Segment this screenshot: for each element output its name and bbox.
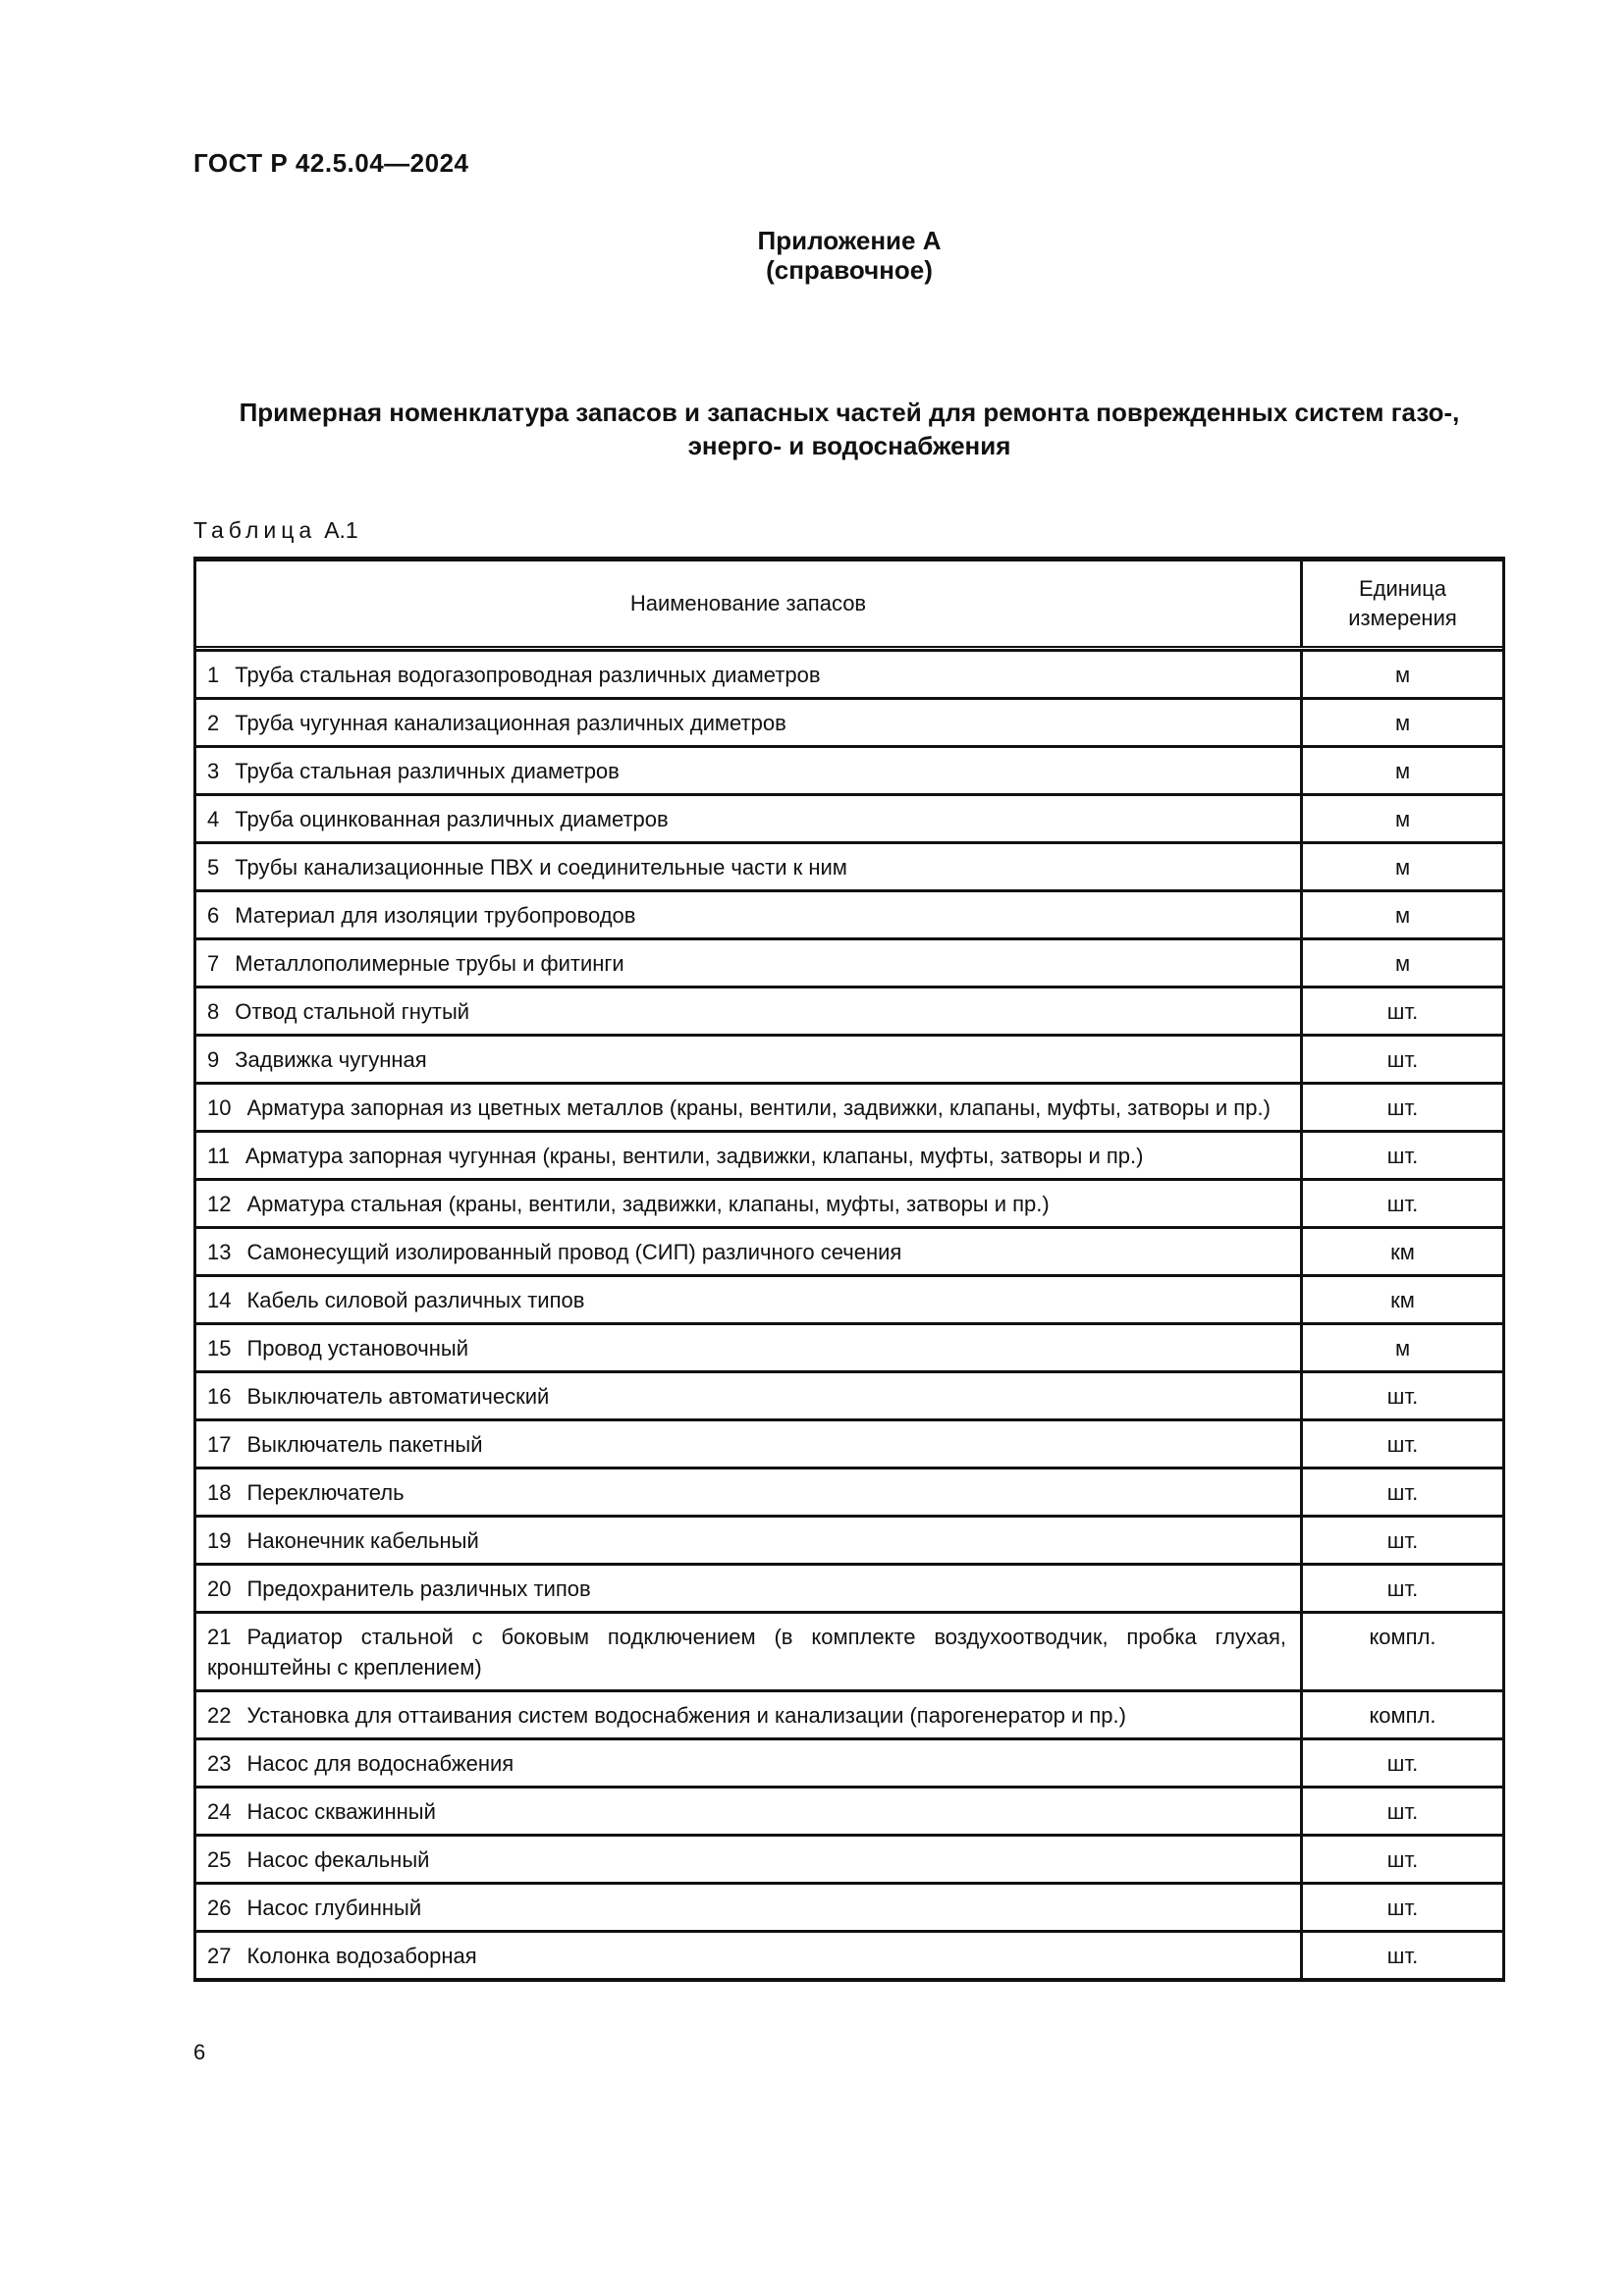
row-name: Самонесущий изолированный провод (СИП) различного сечения [246, 1240, 902, 1264]
page-number: 6 [193, 2040, 206, 2064]
row-number: 14 [207, 1288, 232, 1312]
row-unit: шт. [1386, 1751, 1419, 1776]
table-row [196, 1274, 1502, 1322]
row-unit: шт. [1386, 1047, 1419, 1072]
row-unit: м [1394, 855, 1411, 880]
row-unit: м [1394, 951, 1411, 976]
row-name-cell [196, 796, 1303, 841]
appendix-type: (справочное) [766, 255, 933, 285]
row-name: Насос для водоснабжения [246, 1751, 514, 1776]
page-content [193, 0, 1505, 2066]
row-name-cell [196, 1085, 1303, 1130]
row-name: Труба стальная различных диаметров [235, 759, 620, 783]
row-unit: шт. [1386, 1192, 1419, 1216]
row-number: 6 [207, 903, 220, 928]
row-name-cell [196, 1885, 1303, 1930]
row-name: Труба оцинкованная различных диаметров [235, 807, 669, 831]
table-row [196, 1322, 1502, 1370]
standard-number: ГОСТ Р 42.5.04—2024 [193, 148, 469, 178]
row-name: Арматура стальная (краны, вентили, задвижки, клапаны, муфты, затворы и пр.) [246, 1192, 1050, 1216]
row-name: Насос фекальный [246, 1847, 430, 1872]
row-name-cell [196, 1692, 1303, 1737]
row-name-cell [196, 1789, 1303, 1834]
row-unit: шт. [1386, 1576, 1419, 1601]
col-header-unit: Единица измерения [1348, 576, 1457, 630]
row-number: 19 [207, 1528, 232, 1553]
row-unit: м [1394, 711, 1411, 735]
row-number: 1 [207, 663, 220, 687]
row-unit: км [1390, 1240, 1415, 1264]
row-name-cell [196, 1181, 1303, 1226]
row-name: Насос скважинный [246, 1799, 436, 1824]
row-name: Арматура запорная из цветных металлов (краны, вентили, задвижки, клапаны, муфты, затворы и пр.) [246, 1095, 1271, 1120]
row-unit: м [1394, 807, 1411, 831]
row-name-cell [196, 1421, 1303, 1467]
row-unit: м [1394, 759, 1411, 783]
table-row [196, 1689, 1502, 1737]
row-name-cell [196, 892, 1303, 937]
table-caption [193, 516, 1505, 544]
row-unit: км [1390, 1288, 1415, 1312]
col-header-name: Наименование запасов [196, 561, 1303, 646]
appendix-label: Приложение А [757, 226, 942, 255]
row-number: 11 [207, 1144, 230, 1168]
row-name-cell [196, 748, 1303, 793]
row-unit: м [1394, 663, 1411, 687]
table-caption-word: Таблица [193, 517, 317, 543]
document-title [193, 396, 1505, 462]
row-name: Насос глубинный [246, 1896, 422, 1920]
row-number: 2 [207, 711, 220, 735]
table-row [196, 1130, 1502, 1178]
row-number: 23 [207, 1751, 232, 1776]
table-row [196, 1515, 1502, 1563]
row-name-cell [196, 1133, 1303, 1178]
row-name-cell [196, 1325, 1303, 1370]
row-unit: шт. [1386, 1799, 1419, 1824]
table-row [196, 1611, 1502, 1689]
row-name-cell [196, 1933, 1303, 1978]
table-row [196, 937, 1502, 986]
row-unit: шт. [1386, 1144, 1419, 1168]
row-unit: шт. [1386, 1896, 1419, 1920]
table-body [196, 652, 1502, 1978]
table-row [196, 1737, 1502, 1786]
table-row [196, 1467, 1502, 1515]
row-number: 16 [207, 1384, 232, 1409]
row-name: Переключатель [246, 1480, 405, 1505]
table-row [196, 841, 1502, 889]
row-name: Труба чугунная канализационная различных диметров [235, 711, 786, 735]
row-name: Колонка водозаборная [246, 1944, 477, 1968]
row-unit: шт. [1386, 1384, 1419, 1409]
appendix-heading [193, 226, 1505, 285]
row-number: 5 [207, 855, 220, 880]
row-name-cell [196, 1518, 1303, 1563]
row-number: 26 [207, 1896, 232, 1920]
row-number: 3 [207, 759, 220, 783]
row-name-cell [196, 652, 1303, 697]
row-unit: шт. [1386, 1095, 1419, 1120]
row-name: Выключатель автоматический [246, 1384, 550, 1409]
table-row [196, 889, 1502, 937]
row-number: 15 [207, 1336, 232, 1361]
row-unit: шт. [1386, 1944, 1419, 1968]
row-unit: компл. [1369, 1625, 1436, 1649]
row-name: Кабель силовой различных типов [246, 1288, 585, 1312]
row-name-cell [196, 1740, 1303, 1786]
row-name-cell [196, 1037, 1303, 1082]
row-name: Провод установочный [246, 1336, 469, 1361]
row-unit: шт. [1386, 999, 1419, 1024]
row-name: Предохранитель различных типов [246, 1576, 591, 1601]
table-row [196, 1882, 1502, 1930]
row-name-cell [196, 1566, 1303, 1611]
table-row [196, 1418, 1502, 1467]
row-unit: шт. [1386, 1480, 1419, 1505]
row-number: 13 [207, 1240, 232, 1264]
table-caption-number: А.1 [324, 517, 358, 543]
row-number: 27 [207, 1944, 232, 1968]
row-name: Трубы канализационные ПВХ и соединительные части к ним [235, 855, 847, 880]
row-name-cell [196, 844, 1303, 889]
row-name: Труба стальная водогазопроводная различных диаметров [235, 663, 821, 687]
row-number: 4 [207, 807, 220, 831]
row-name-cell [196, 700, 1303, 745]
row-name: Выключатель пакетный [246, 1432, 483, 1457]
table-row [196, 1563, 1502, 1611]
row-name: Отвод стальной гнутый [235, 999, 470, 1024]
row-name-cell [196, 1469, 1303, 1515]
row-name-cell [196, 988, 1303, 1034]
row-name: Задвижка чугунная [235, 1047, 427, 1072]
document-title-line1: Примерная номенклатура запасов и запасных частей для ремонта поврежденных систем газо-, [239, 398, 1460, 427]
table-row [196, 745, 1502, 793]
row-name-cell [196, 940, 1303, 986]
row-number: 10 [207, 1095, 232, 1120]
row-name: Радиатор стальной с боковым подключением (в комплекте воздухоотводчик, пробка глухая, кронштейны с креплением) [207, 1625, 1286, 1680]
row-name-cell [196, 1229, 1303, 1274]
table-row [196, 1834, 1502, 1882]
row-number: 17 [207, 1432, 232, 1457]
row-name-cell [196, 1614, 1303, 1689]
row-number: 9 [207, 1047, 220, 1072]
table-row [196, 1082, 1502, 1130]
table-row [196, 1226, 1502, 1274]
row-name-cell [196, 1277, 1303, 1322]
row-unit: м [1394, 1336, 1411, 1361]
row-name: Арматура запорная чугунная (краны, вентили, задвижки, клапаны, муфты, затворы и пр.) [244, 1144, 1144, 1168]
row-unit: компл. [1369, 1703, 1436, 1728]
row-number: 21 [207, 1625, 232, 1649]
table-row [196, 697, 1502, 745]
row-name: Установка для оттаивания систем водоснабжения и канализации (парогенератор и пр.) [246, 1703, 1126, 1728]
table-row [196, 1178, 1502, 1226]
row-name-cell [196, 1837, 1303, 1882]
table-row [196, 1370, 1502, 1418]
row-unit: шт. [1386, 1847, 1419, 1872]
table-row [196, 1786, 1502, 1834]
row-number: 8 [207, 999, 220, 1024]
row-number: 7 [207, 951, 220, 976]
row-name-cell [196, 1373, 1303, 1418]
table-a1 [193, 557, 1505, 1982]
row-unit: шт. [1386, 1432, 1419, 1457]
table-row [196, 793, 1502, 841]
row-number: 24 [207, 1799, 232, 1824]
table-row [196, 986, 1502, 1034]
table-row [196, 1930, 1502, 1978]
row-unit: м [1394, 903, 1411, 928]
table-row [196, 652, 1502, 697]
row-name: Металлополимерные трубы и фитинги [235, 951, 624, 976]
row-name: Материал для изоляции трубопроводов [235, 903, 636, 928]
table-row [196, 1034, 1502, 1082]
row-number: 25 [207, 1847, 232, 1872]
row-unit: шт. [1386, 1528, 1419, 1553]
row-number: 22 [207, 1703, 232, 1728]
table-header-row [196, 561, 1502, 648]
row-name: Наконечник кабельный [246, 1528, 479, 1553]
document-title-line2: энерго- и водоснабжения [687, 431, 1011, 460]
row-number: 12 [207, 1192, 232, 1216]
row-number: 20 [207, 1576, 232, 1601]
row-number: 18 [207, 1480, 232, 1505]
